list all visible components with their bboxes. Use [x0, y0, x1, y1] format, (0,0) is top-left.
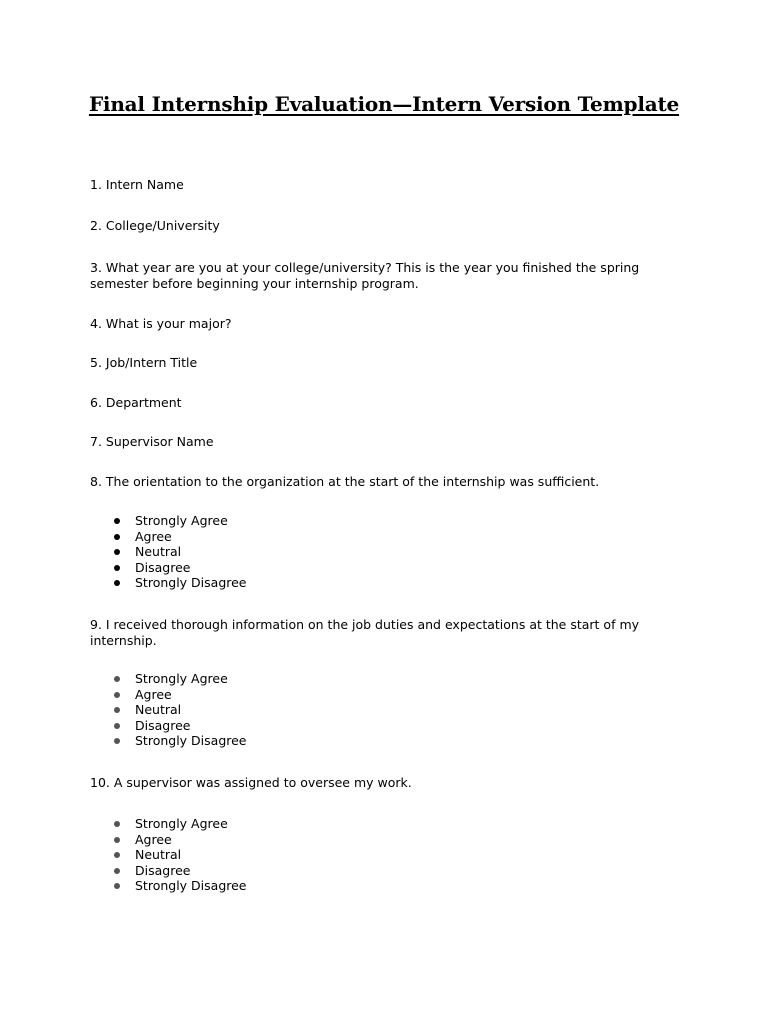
option-label: Strongly Disagree — [135, 878, 247, 894]
option-label: Strongly Disagree — [135, 575, 247, 591]
bullet-icon — [114, 549, 120, 555]
option-label: Agree — [135, 528, 172, 544]
question-3: 3. What year are you at your college/university? This is the year you finished the spring semester before beginning your internship program. — [90, 260, 640, 291]
option-item — [90, 687, 247, 703]
bullet-icon — [114, 821, 120, 827]
option-item — [90, 544, 247, 560]
bullet-icon — [114, 738, 120, 744]
option-item — [90, 832, 247, 848]
option-label: Strongly Agree — [135, 816, 228, 831]
question-9: 9. I received thorough information on the job duties and expectations at the start of my internship. — [90, 617, 640, 648]
option-item — [90, 671, 247, 687]
option-label: Disagree — [135, 559, 191, 575]
bullet-icon — [114, 723, 120, 729]
option-item — [90, 847, 247, 863]
option-label: Neutral — [135, 544, 182, 560]
question-9-options — [90, 671, 247, 749]
bullet-icon — [114, 707, 120, 713]
option-label: Strongly Disagree — [135, 733, 247, 749]
bullet-icon — [114, 852, 120, 858]
bullet-icon — [114, 868, 120, 874]
option-item — [90, 529, 247, 545]
bullet-icon — [114, 534, 120, 540]
option-label: Agree — [135, 831, 172, 847]
bullet-icon — [114, 837, 120, 843]
option-label: Disagree — [135, 862, 191, 878]
bullet-icon — [114, 518, 120, 524]
option-label: Strongly Agree — [135, 671, 228, 686]
question-4: 4. What is your major? — [90, 316, 232, 331]
option-label: Neutral — [135, 847, 182, 863]
question-5: 5. Job/Intern Title — [90, 355, 198, 370]
option-item — [90, 733, 247, 749]
option-label: Neutral — [135, 702, 182, 718]
option-item — [90, 560, 247, 576]
option-item — [90, 575, 247, 591]
option-item — [90, 718, 247, 734]
question-8: 8. The orientation to the organization at the start of the internship was sufficient. — [90, 474, 600, 489]
bullet-icon — [114, 580, 120, 586]
question-6: 6. Department — [90, 395, 182, 410]
bullet-icon — [114, 692, 120, 698]
question-10: 10. A supervisor was assigned to oversee my work. — [90, 775, 412, 790]
question-7: 7. Supervisor Name — [90, 434, 214, 449]
option-item — [90, 702, 247, 718]
option-item — [90, 816, 247, 832]
document-title: Final Internship Evaluation—Intern Version Template — [88, 92, 680, 116]
bullet-icon — [114, 565, 120, 571]
option-item — [90, 878, 247, 894]
option-item — [90, 513, 247, 529]
question-2: 2. College/University — [90, 218, 220, 233]
option-item — [90, 863, 247, 879]
question-10-options — [90, 816, 247, 894]
bullet-icon — [114, 883, 120, 889]
bullet-icon — [114, 676, 120, 682]
option-label: Strongly Agree — [135, 513, 228, 528]
question-8-options — [90, 513, 247, 591]
option-label: Disagree — [135, 717, 191, 733]
question-1: 1. Intern Name — [90, 177, 184, 192]
option-label: Agree — [135, 686, 172, 702]
